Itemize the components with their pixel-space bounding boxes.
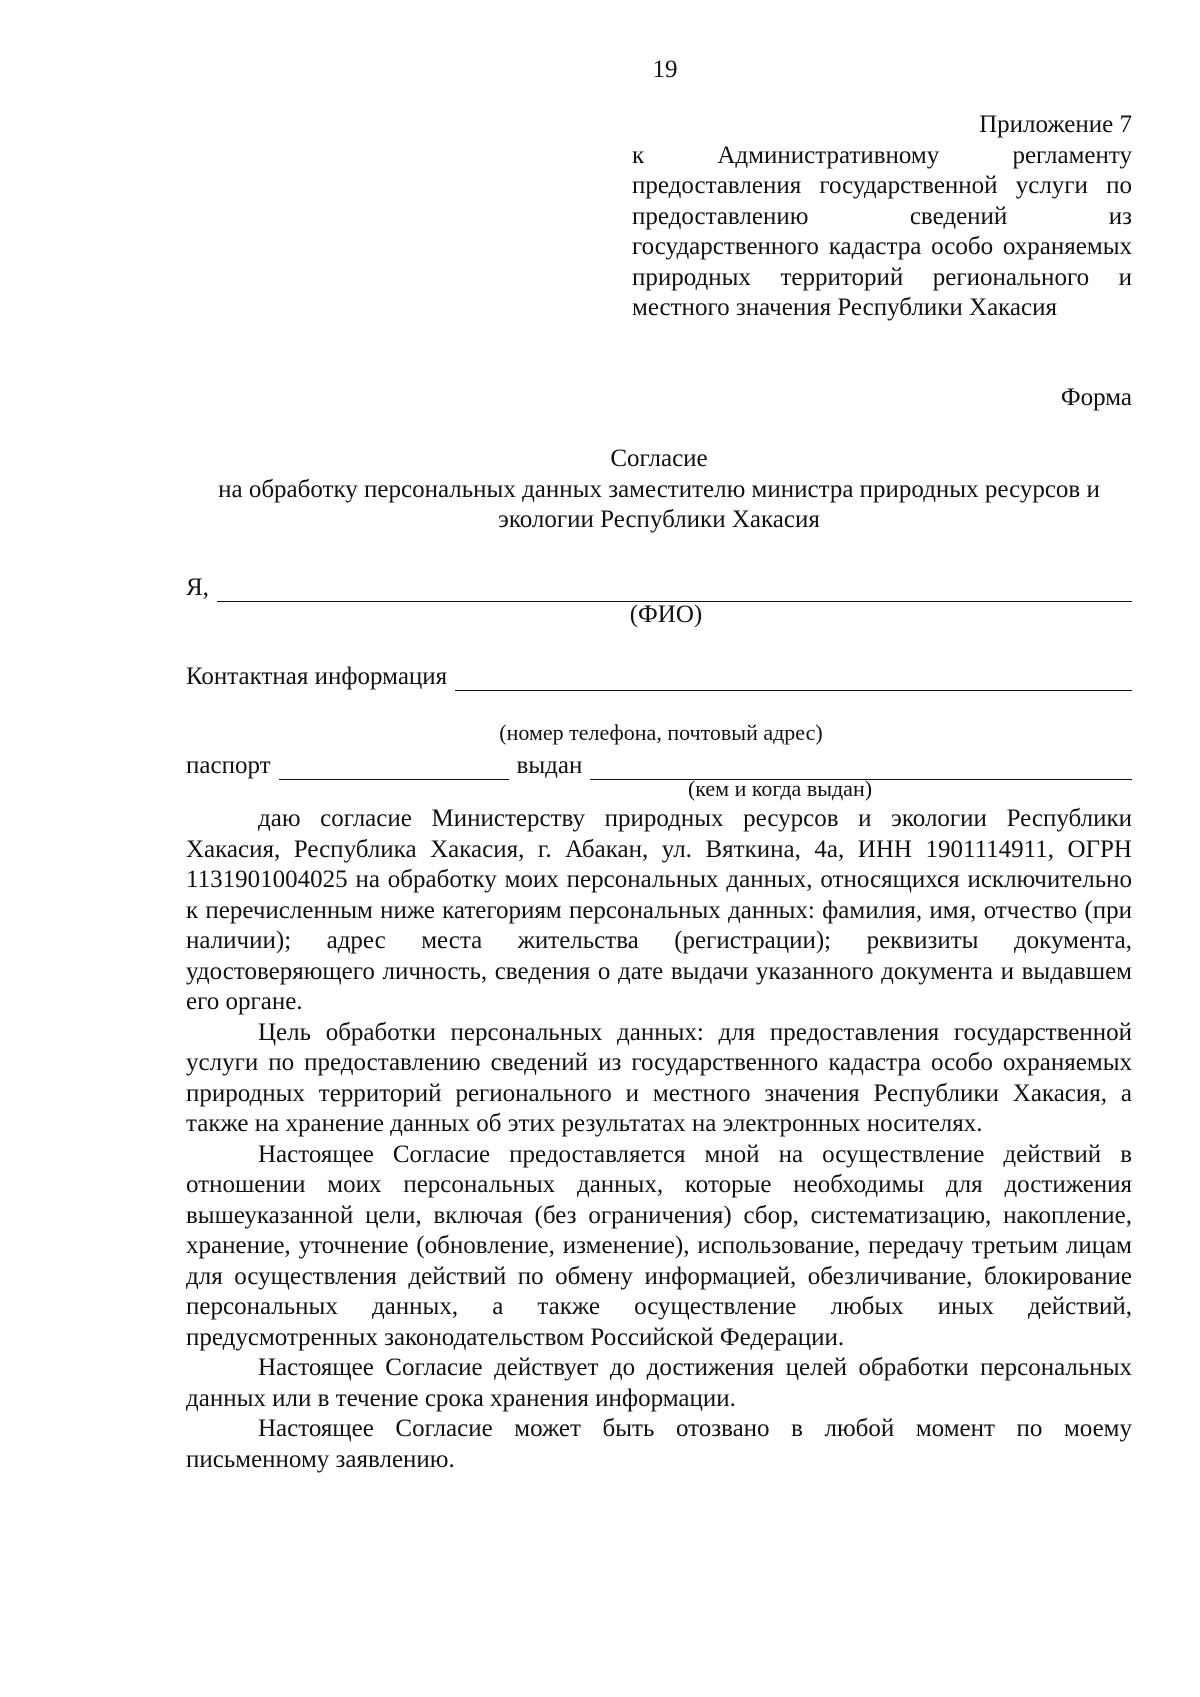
appendix-title: Приложение 7 bbox=[979, 111, 1132, 138]
heading-title: Согласие bbox=[610, 445, 708, 472]
purpose-paragraph: Цель обработки персональных данных: для предоставления государственной услуги по предоставлению сведений из государственного кадастра особо охраняемых природных территорий регионального и местного значения Республики Хакасия, а также на хранение данных об этих результатах на электронных носителях. bbox=[186, 1018, 1132, 1137]
fio-field-line[interactable] bbox=[217, 579, 1132, 602]
form-label: Форма bbox=[1060, 384, 1132, 411]
passport-label: паспорт bbox=[186, 752, 271, 779]
fio-prefix: Я, bbox=[186, 574, 209, 601]
revocation-paragraph: Настоящее Согласие может быть отозвано в любой момент по моему письменному заявлению. bbox=[186, 1415, 1132, 1473]
issued-label: выдан bbox=[516, 752, 583, 779]
consent-text bbox=[186, 804, 1132, 1475]
passport-row bbox=[186, 752, 1132, 780]
actions-paragraph: Настоящее Согласие предоставляется мной на осуществление действий в отношении моих персональных данных, которые необходимы для достижения вышеуказанной цели, включая (без ограничения) сбор, систематизацию, накопление, хранение, уточнение (обновление, изменение), использование, передачу третьим лицам для осуществления действий по обмену информацией, обезличивание, блокирование персональных данных, а также осуществление любых иных действий, предусмотренных законодательством Российской Федерации. bbox=[186, 1140, 1132, 1351]
contact-field-line[interactable] bbox=[455, 668, 1132, 691]
heading-subtitle: на обработку персональных данных заместителю министра природных ресурсов и экологии Республики Хакасия bbox=[218, 475, 1100, 533]
fio-caption: (ФИО) bbox=[629, 601, 703, 628]
consent-paragraph: даю согласие Министерству природных ресурсов и экологии Республики Хакасия, Республика Хакасия, г. Абакан, ул. Вяткина, 4а, ИНН 1901114911, ОГРН 1131901004025 на обработку моих персональных данных, относящихся исключительно к перечисленным ниже категориям персональных данных: фамилия, имя, отчество (при наличии); адрес места жительства (регистрации); реквизиты документа, удостоверяющего личность, сведения о дате выдачи указанного документа и выдавшем его органе. bbox=[186, 805, 1132, 1015]
appendix-body: к Административному регламенту предоставления государственной услуги по предоставлению сведений из государственного кадастра особо охраняемых природных территорий регионального и местного значения Республики Хакасия bbox=[632, 141, 1132, 321]
issued-caption: (кем и когда выдан) bbox=[687, 776, 873, 801]
validity-paragraph: Настоящее Согласие действует до достижения целей обработки персональных данных или в течение срока хранения информации. bbox=[186, 1354, 1132, 1412]
appendix-block bbox=[632, 110, 1132, 324]
passport-field-line[interactable] bbox=[279, 757, 509, 780]
contact-label: Контактная информация bbox=[186, 663, 448, 690]
fio-row bbox=[186, 574, 1132, 602]
document-heading bbox=[186, 444, 1132, 536]
contact-row bbox=[186, 663, 1132, 691]
page-number: 19 bbox=[652, 56, 678, 83]
contact-caption: (номер телефона, почтовый адрес) bbox=[499, 720, 823, 745]
